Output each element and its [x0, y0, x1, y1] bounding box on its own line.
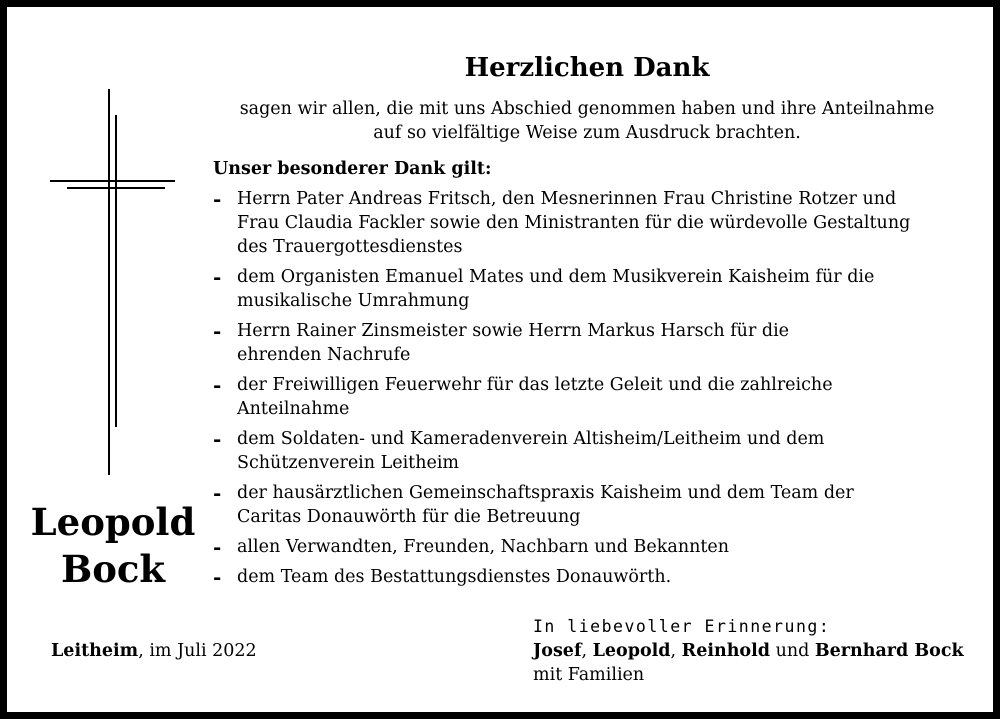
cross-icon — [47, 87, 187, 482]
thanks-item — [213, 481, 983, 529]
item-line: allen Verwandten, Freunden, Nachbarn und Bekannten — [237, 537, 730, 557]
item-line: Herrn Rainer Zinsmeister sowie Herrn Markus Harsch für die — [237, 321, 790, 341]
thanks-item — [213, 187, 983, 259]
notice-title: Herzlichen Dank — [464, 53, 710, 83]
memory-line: In liebevoller Erinnerung: — [533, 617, 831, 636]
thanks-item — [213, 319, 983, 367]
place-name: Leitheim — [51, 641, 139, 661]
item-line: des Trauergottesdienstes — [237, 237, 463, 257]
thanks-heading: Unser besonderer Dank gilt: — [213, 159, 492, 179]
dash-bullet: - — [213, 265, 222, 289]
family-names — [533, 639, 964, 663]
intro-text — [207, 97, 967, 145]
item-line: dem Team des Bestattungsdienstes Donauwörth. — [237, 567, 672, 587]
name-separator: und — [770, 641, 815, 661]
thanks-item — [213, 265, 983, 313]
family-name: Bernhard Bock — [814, 641, 964, 661]
dash-bullet: - — [213, 319, 222, 343]
name-separator: , — [670, 641, 682, 661]
item-line: dem Organisten Emanuel Mates und dem Musikverein Kaisheim für die — [237, 267, 875, 287]
item-line: der hausärztlichen Gemeinschaftspraxis Kaisheim und dem Team der — [237, 483, 854, 503]
item-line: ehrenden Nachrufe — [237, 345, 411, 365]
dash-bullet: - — [213, 481, 222, 505]
dash-bullet: - — [213, 373, 222, 397]
dash-bullet: - — [213, 427, 222, 451]
dash-bullet: - — [213, 187, 222, 211]
family-name: Reinhold — [681, 641, 770, 661]
thanks-item — [213, 535, 983, 559]
deceased-last-name: Bock — [60, 547, 166, 591]
item-line: Caritas Donauwörth für die Betreuung — [237, 507, 581, 527]
item-line: Anteilnahme — [237, 399, 350, 419]
dash-bullet: - — [213, 535, 222, 559]
date-text: , im Juli 2022 — [138, 641, 257, 661]
deceased-first-name: Leopold — [30, 500, 196, 544]
thanks-item — [213, 373, 983, 421]
thanks-item — [213, 565, 983, 589]
families-line: mit Familien — [533, 665, 645, 685]
item-line: Schützenverein Leitheim — [237, 453, 460, 473]
family-name: Josef — [533, 641, 582, 661]
thanks-item — [213, 427, 983, 475]
item-line: Frau Claudia Fackler sowie den Ministranten für die würdevolle Gestaltung — [237, 213, 911, 233]
item-line: dem Soldaten- und Kameradenverein Altisheim/Leitheim und dem — [237, 429, 825, 449]
item-line: musikalische Umrahmung — [237, 291, 470, 311]
item-line: der Freiwilligen Feuerwehr für das letzte Geleit und die zahlreiche — [237, 375, 833, 395]
intro-line: sagen wir allen, die mit uns Abschied genommen haben und ihre Anteilnahme — [239, 99, 935, 119]
dash-bullet: - — [213, 565, 222, 589]
place-date — [51, 639, 257, 663]
family-signature — [533, 639, 964, 687]
family-name: Leopold — [592, 641, 671, 661]
item-line: Herrn Pater Andreas Fritsch, den Mesnerinnen Frau Christine Rotzer und — [237, 189, 897, 209]
intro-line: auf so vielfältige Weise zum Ausdruck brachten. — [373, 123, 801, 143]
deceased-name — [27, 499, 199, 593]
name-separator: , — [581, 641, 593, 661]
